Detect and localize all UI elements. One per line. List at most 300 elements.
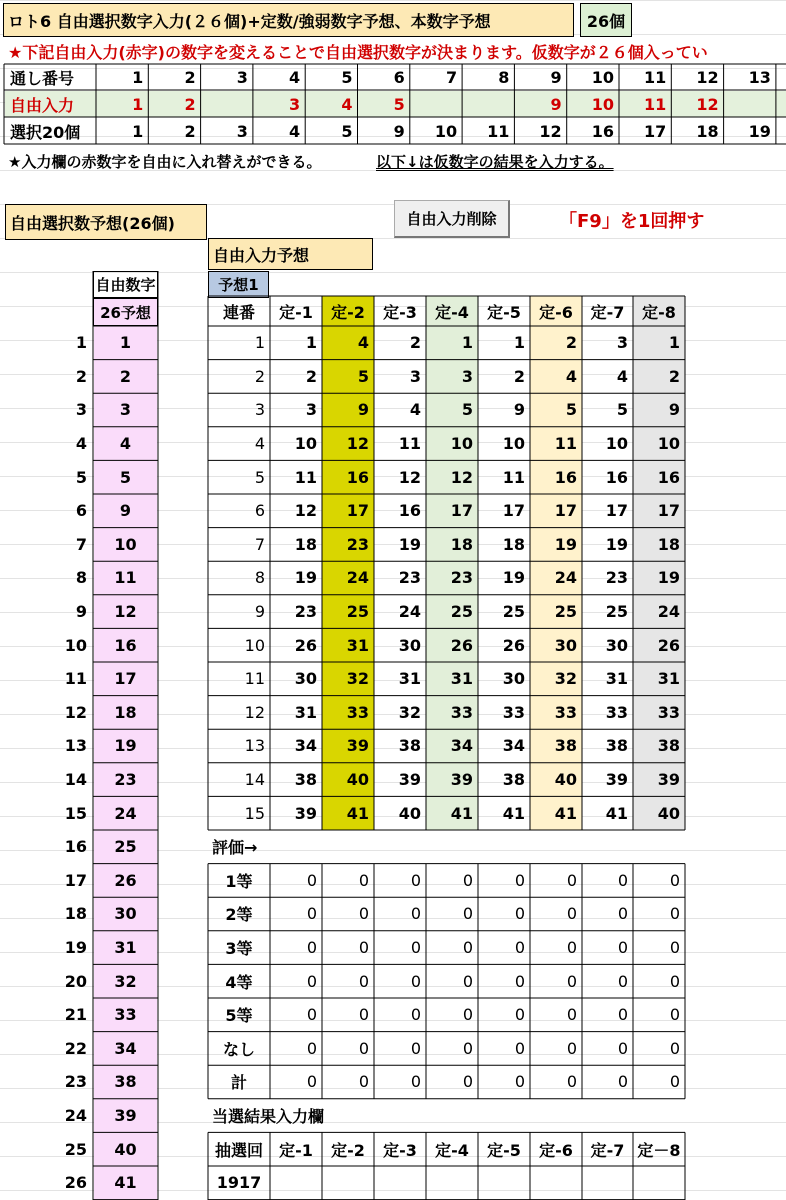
prediction-cell: 4	[409, 400, 421, 420]
result-input-cell[interactable]	[270, 1166, 322, 1200]
row-index-label: 15	[64, 803, 87, 823]
prediction-cell: 39	[605, 770, 628, 790]
seq-cell: 2	[254, 366, 265, 386]
row-index-label: 10	[64, 635, 87, 655]
serial-cell: 11	[644, 68, 667, 87]
prediction-cell: 19	[657, 568, 680, 588]
prediction-cell: 18	[657, 534, 680, 554]
free-number-cell: 32	[94, 964, 157, 998]
prediction-cell: 38	[502, 770, 525, 790]
eval-cell: 0	[358, 938, 369, 958]
prediction-cell: 11	[554, 434, 577, 454]
prediction-cell: 41	[554, 803, 577, 823]
prediction-cell: 16	[346, 467, 369, 487]
prediction-cell: 39	[450, 770, 473, 790]
f9-note: 「F9」を1回押す	[559, 211, 705, 232]
prediction-cell: 16	[398, 501, 421, 521]
prediction-cell: 10	[450, 434, 473, 454]
prediction-cell: 4	[616, 366, 628, 386]
free-cell	[462, 91, 514, 117]
eval-cell: 0	[410, 1038, 421, 1058]
row-index-label: 12	[64, 702, 87, 722]
prediction-cell: 5	[357, 366, 369, 386]
serial-cell: 2	[184, 68, 196, 87]
prediction-cell: 23	[605, 568, 628, 588]
result-input-cell[interactable]	[322, 1166, 374, 1200]
eval-cell: 0	[358, 870, 369, 890]
prediction-cell: 9	[357, 400, 369, 420]
eval-cell: 0	[514, 904, 525, 924]
eval-cell: 0	[358, 1005, 369, 1025]
prediction-cell: 23	[294, 602, 317, 622]
prediction-cell: 24	[657, 602, 680, 622]
prediction-cell: 34	[450, 736, 473, 756]
free-number-cell: 39	[94, 1099, 157, 1133]
prediction-cell: 2	[513, 366, 525, 386]
prediction-cell: 38	[554, 736, 577, 756]
eval-row-label: 5等	[225, 1006, 253, 1026]
pred26-header: 26予想	[93, 298, 158, 326]
free-number-cell: 5	[94, 460, 157, 494]
prediction-cell: 12	[398, 467, 421, 487]
seq-cell: 9	[254, 602, 265, 622]
eval-cell: 0	[306, 1005, 317, 1025]
result-header-cell: 定－8	[637, 1140, 681, 1160]
free-number-cell: 11	[94, 561, 157, 595]
prediction-cell: 30	[605, 635, 628, 655]
select-cell: 1	[132, 121, 144, 141]
prediction-cell: 25	[554, 602, 577, 622]
free-number-cell: 16	[94, 628, 157, 662]
prediction-cell: 38	[605, 736, 628, 756]
eval-cell: 0	[410, 938, 421, 958]
eval-cell: 0	[306, 1038, 317, 1058]
free-number-cell: 12	[94, 595, 157, 629]
eval-cell: 0	[669, 904, 680, 924]
prediction-cell: 34	[294, 736, 317, 756]
prediction-cell: 1	[513, 333, 525, 353]
eval-cell: 0	[617, 904, 628, 924]
eval-cell: 0	[306, 870, 317, 890]
result-input-cell[interactable]	[582, 1166, 633, 1200]
select-cell: 2	[184, 121, 196, 141]
eval-cell: 0	[566, 870, 577, 890]
main-header-cell: 定-6	[530, 296, 582, 326]
result-input-cell[interactable]	[374, 1166, 426, 1200]
free-number-cell: 33	[94, 998, 157, 1032]
seq-cell: 5	[254, 467, 265, 487]
result-input-cell[interactable]	[426, 1166, 478, 1200]
main-header-cell: 定-3	[383, 302, 417, 322]
prediction-cell: 1	[305, 333, 317, 353]
prediction-cell: 25	[502, 602, 525, 622]
eval-row-label: 3等	[225, 939, 253, 959]
eval-cell: 0	[669, 870, 680, 890]
prediction-cell: 30	[554, 635, 577, 655]
free-number-cell: 2	[94, 360, 157, 394]
free-number-cell: 31	[94, 931, 157, 965]
free-number-cell: 17	[94, 662, 157, 696]
main-header-cell: 定-8	[633, 296, 685, 326]
instruction-text: ★下記自由入力(赤字)の数字を変えることで自由選択数字が決まります。仮数字が２６個入ってい	[8, 42, 708, 62]
serial-cell: 1	[132, 68, 144, 87]
serial-cell: 13	[748, 68, 771, 87]
select-cell: 4	[289, 121, 301, 141]
prediction-cell: 11	[294, 467, 317, 487]
free-number-cell: 25	[94, 830, 157, 864]
prediction-cell: 1	[461, 333, 473, 353]
free-number-cell: 9	[94, 494, 157, 528]
free-number-cell: 40	[94, 1132, 157, 1166]
prediction-cell: 31	[398, 669, 421, 689]
eval-cell: 0	[617, 1072, 628, 1092]
eval-cell: 0	[306, 938, 317, 958]
prediction-cell: 16	[605, 467, 628, 487]
prediction-cell: 4	[357, 333, 369, 353]
prediction-cell: 24	[554, 568, 577, 588]
prediction-cell: 41	[346, 803, 369, 823]
free-cell: 5	[393, 94, 405, 114]
prediction-cell: 41	[605, 803, 628, 823]
eval-row-label: 計	[230, 1073, 247, 1093]
free-cell: 4	[341, 94, 353, 114]
prediction-cell: 30	[502, 669, 525, 689]
prediction-cell: 17	[605, 501, 628, 521]
prediction-cell: 10	[605, 434, 628, 454]
free-predict-label: 自由入力予想	[208, 238, 373, 270]
eval-cell: 0	[669, 1038, 680, 1058]
free-row-label: 自由入力	[10, 95, 75, 115]
eval-cell: 0	[566, 1005, 577, 1025]
main-header-cell: 定-1	[279, 302, 313, 322]
result-input-cell[interactable]	[478, 1166, 530, 1200]
free-number-cell: 23	[94, 763, 157, 797]
serial-cell: 5	[341, 68, 353, 87]
prediction-cell: 33	[605, 702, 628, 722]
row-index-label: 21	[64, 1005, 87, 1025]
prediction-cell: 30	[398, 635, 421, 655]
prediction-cell: 2	[565, 333, 577, 353]
row-index-label: 3	[75, 400, 87, 420]
row-index-label: 17	[64, 870, 87, 890]
prediction-cell: 33	[657, 702, 680, 722]
main-header-cell: 定-4	[426, 296, 478, 326]
select-row-label: 選択20個	[10, 122, 81, 142]
eval-cell: 0	[617, 1038, 628, 1058]
eval-cell: 0	[566, 938, 577, 958]
select-cell: 17	[644, 121, 667, 141]
row-index-label: 25	[64, 1139, 87, 1159]
serial-cell: 10	[591, 68, 614, 87]
eval-row-label: 1等	[225, 871, 253, 891]
prediction-cell: 5	[616, 400, 628, 420]
free-number-cell: 30	[94, 897, 157, 931]
select-cell: 16	[591, 121, 614, 141]
prediction-cell: 39	[657, 770, 680, 790]
prediction-cell: 26	[657, 635, 680, 655]
seq-cell: 6	[254, 501, 265, 521]
free-number-cell: 38	[94, 1065, 157, 1099]
free-num-header: 自由数字	[93, 271, 158, 298]
prediction-cell: 9	[668, 400, 680, 420]
eval-cell: 0	[306, 1072, 317, 1092]
main-header-cell: 定-7	[590, 302, 625, 322]
row-index-label: 13	[64, 736, 87, 756]
prediction-cell: 12	[450, 467, 473, 487]
prediction-cell: 33	[502, 702, 525, 722]
prediction-cell: 33	[346, 702, 369, 722]
eval-cell: 0	[669, 1005, 680, 1025]
eval-cell: 0	[617, 1005, 628, 1025]
prediction-cell: 24	[346, 568, 369, 588]
prediction-cell: 18	[450, 534, 473, 554]
free-cell	[724, 91, 776, 117]
prediction-cell: 41	[450, 803, 473, 823]
eval-cell: 0	[358, 904, 369, 924]
eval-cell: 0	[358, 1038, 369, 1058]
prediction-cell: 17	[657, 501, 680, 521]
prediction-cell: 25	[605, 602, 628, 622]
result-input-cell[interactable]	[633, 1166, 685, 1200]
free-number-cell: 34	[94, 1032, 157, 1066]
result-header-cell: 定-4	[435, 1140, 469, 1160]
free-number-cell: 4	[94, 427, 157, 461]
prediction-cell: 38	[657, 736, 680, 756]
eval-cell: 0	[566, 1038, 577, 1058]
count-badge: 26個	[580, 3, 632, 37]
free-cell	[410, 91, 462, 117]
free-cell: 11	[644, 94, 667, 114]
result-header-cell: 定-5	[487, 1140, 521, 1160]
prediction-cell: 31	[657, 669, 680, 689]
free-number-cell: 19	[94, 729, 157, 763]
prediction-cell: 23	[398, 568, 421, 588]
free-cell: 10	[591, 94, 614, 114]
seq-cell: 10	[244, 635, 265, 655]
eval-cell: 0	[358, 1072, 369, 1092]
prediction-cell: 23	[346, 534, 369, 554]
eval-cell: 0	[462, 1038, 473, 1058]
result-input-cell[interactable]: 1917	[216, 1173, 262, 1193]
prediction-cell: 10	[502, 434, 525, 454]
row-index-label: 6	[75, 501, 87, 521]
prediction-cell: 12	[294, 501, 317, 521]
prediction-cell: 18	[502, 534, 525, 554]
row-index-label: 4	[75, 434, 87, 454]
eval-cell: 0	[514, 971, 525, 991]
eval-cell: 0	[306, 971, 317, 991]
sheet-title: ロト6 自由選択数字入力(２６個)+定数/強弱数字予想、本数字予想	[3, 3, 574, 37]
prediction-cell: 39	[294, 803, 317, 823]
prediction-cell: 31	[346, 635, 369, 655]
result-section-label: 当選結果入力欄	[212, 1107, 325, 1127]
prediction-cell: 31	[605, 669, 628, 689]
prediction-cell: 3	[305, 400, 317, 420]
result-header-cell: 抽選回	[214, 1140, 263, 1160]
eval-cell: 0	[617, 938, 628, 958]
result-header-cell: 定-1	[279, 1140, 313, 1160]
eval-cell: 0	[358, 971, 369, 991]
select-cell: 11	[487, 121, 510, 141]
result-input-cell[interactable]	[530, 1166, 582, 1200]
eval-cell: 0	[566, 904, 577, 924]
row-index-label: 20	[64, 971, 87, 991]
result-header-cell: 定-3	[383, 1140, 417, 1160]
eval-cell: 0	[462, 971, 473, 991]
prediction-cell: 32	[398, 702, 421, 722]
serial-row-label: 通し番号	[10, 69, 75, 88]
free-number-cell: 3	[94, 393, 157, 427]
prediction-cell: 39	[398, 770, 421, 790]
row-index-label: 5	[75, 467, 87, 487]
serial-cell: 6	[393, 68, 405, 87]
eval-cell: 0	[462, 938, 473, 958]
prediction-cell: 40	[346, 770, 369, 790]
section-title: 自由選択数予想(26個)	[5, 204, 207, 240]
eval-cell: 0	[514, 1005, 525, 1025]
eval-cell: 0	[617, 870, 628, 890]
prediction-cell: 1	[668, 333, 680, 353]
prediction-cell: 24	[398, 602, 421, 622]
eval-cell: 0	[410, 870, 421, 890]
row-index-label: 22	[64, 1038, 87, 1058]
serial-cell: 9	[550, 68, 562, 87]
prediction-cell: 10	[657, 434, 680, 454]
prediction-cell: 25	[346, 602, 369, 622]
select-cell: 10	[434, 121, 458, 141]
eval-cell: 0	[514, 870, 525, 890]
seq-cell: 4	[254, 434, 265, 454]
select-cell: 9	[393, 121, 405, 141]
prediction-cell: 25	[450, 602, 473, 622]
row-index-label: 26	[64, 1173, 87, 1193]
free-number-cell: 10	[94, 528, 157, 562]
prediction-cell: 30	[294, 669, 317, 689]
eval-cell: 0	[669, 971, 680, 991]
result-header-cell: 定-7	[590, 1140, 625, 1160]
free-number-cell: 24	[94, 796, 157, 830]
prediction-cell: 19	[554, 534, 577, 554]
prediction-cell: 2	[409, 333, 421, 353]
eval-label: 評価→	[212, 838, 258, 858]
row-index-label: 7	[75, 534, 87, 554]
eval-row-label: 2等	[225, 905, 253, 925]
row-index-label: 1	[75, 333, 87, 353]
eval-cell: 0	[566, 971, 577, 991]
select-cell: 19	[748, 121, 771, 141]
main-header-cell: 定-2	[322, 296, 374, 326]
prediction-cell: 41	[502, 803, 525, 823]
seq-cell: 3	[254, 400, 265, 420]
free-cell	[201, 91, 253, 117]
free-cell: 2	[184, 94, 196, 114]
serial-cell: 12	[696, 68, 719, 87]
prediction-cell: 17	[502, 501, 525, 521]
eval-cell: 0	[462, 1005, 473, 1025]
row-index-label: 18	[64, 904, 87, 924]
prediction-cell: 18	[294, 534, 317, 554]
row-index-label: 11	[64, 669, 87, 689]
prediction-cell: 2	[668, 366, 680, 386]
eval-cell: 0	[617, 971, 628, 991]
select-cell: 12	[539, 121, 562, 141]
eval-cell: 0	[514, 1038, 525, 1058]
predict1-label: 予想1	[208, 271, 269, 298]
delete-free-input-button[interactable]: 自由入力削除	[394, 200, 510, 238]
prediction-cell: 40	[657, 803, 680, 823]
free-cell: 12	[696, 94, 719, 114]
seq-cell: 12	[244, 702, 265, 722]
prediction-cell: 34	[502, 736, 525, 756]
prediction-cell: 31	[294, 702, 317, 722]
eval-row-label: 4等	[225, 972, 253, 992]
seq-cell: 14	[244, 770, 265, 790]
prediction-cell: 17	[554, 501, 577, 521]
free-cell: 1	[132, 94, 144, 114]
prediction-cell: 19	[605, 534, 628, 554]
row-index-label: 9	[75, 602, 87, 622]
prediction-cell: 16	[657, 467, 680, 487]
prediction-cell: 17	[346, 501, 369, 521]
seq-cell: 1	[254, 333, 265, 353]
select-cell: 5	[341, 121, 353, 141]
prediction-cell: 5	[461, 400, 473, 420]
row-index-label: 14	[64, 770, 87, 790]
prediction-cell: 11	[398, 434, 421, 454]
free-number-cell: 41	[94, 1166, 157, 1200]
main-header-cell: 連番	[222, 302, 255, 322]
prediction-cell: 32	[554, 669, 577, 689]
eval-cell: 0	[462, 904, 473, 924]
result-header-cell: 定-2	[331, 1140, 365, 1160]
prediction-cell: 26	[502, 635, 525, 655]
prediction-cell: 19	[502, 568, 525, 588]
serial-cell: 7	[445, 68, 458, 87]
eval-cell: 0	[514, 1072, 525, 1092]
prediction-cell: 17	[450, 501, 473, 521]
prediction-cell: 38	[398, 736, 421, 756]
eval-cell: 0	[410, 971, 421, 991]
prediction-cell: 33	[450, 702, 473, 722]
free-cell: 3	[289, 94, 301, 114]
prediction-cell: 19	[398, 534, 421, 554]
result-header-cell: 定-6	[539, 1140, 573, 1160]
prediction-cell: 3	[461, 366, 473, 386]
serial-cell: 8	[498, 68, 510, 87]
prediction-cell: 5	[565, 400, 577, 420]
main-header-cell: 定-5	[487, 302, 521, 322]
row-index-label: 8	[75, 568, 87, 588]
prediction-cell: 4	[565, 366, 577, 386]
free-number-cell: 26	[94, 864, 157, 898]
prediction-cell: 19	[294, 568, 317, 588]
row-index-label: 23	[64, 1072, 87, 1092]
eval-row-label: なし	[222, 1039, 255, 1059]
seq-cell: 7	[254, 534, 265, 554]
prediction-cell: 9	[513, 400, 525, 420]
prediction-cell: 23	[450, 568, 473, 588]
seq-cell: 11	[244, 669, 265, 689]
prediction-cell: 38	[294, 770, 317, 790]
note-temp-numbers: 以下↓は仮数字の結果を入力する。	[376, 152, 614, 171]
eval-cell: 0	[462, 870, 473, 890]
eval-cell: 0	[669, 938, 680, 958]
eval-cell: 0	[462, 1072, 473, 1092]
prediction-cell: 2	[305, 366, 317, 386]
prediction-cell: 26	[294, 635, 317, 655]
prediction-cell: 3	[409, 366, 421, 386]
prediction-cell: 40	[554, 770, 577, 790]
